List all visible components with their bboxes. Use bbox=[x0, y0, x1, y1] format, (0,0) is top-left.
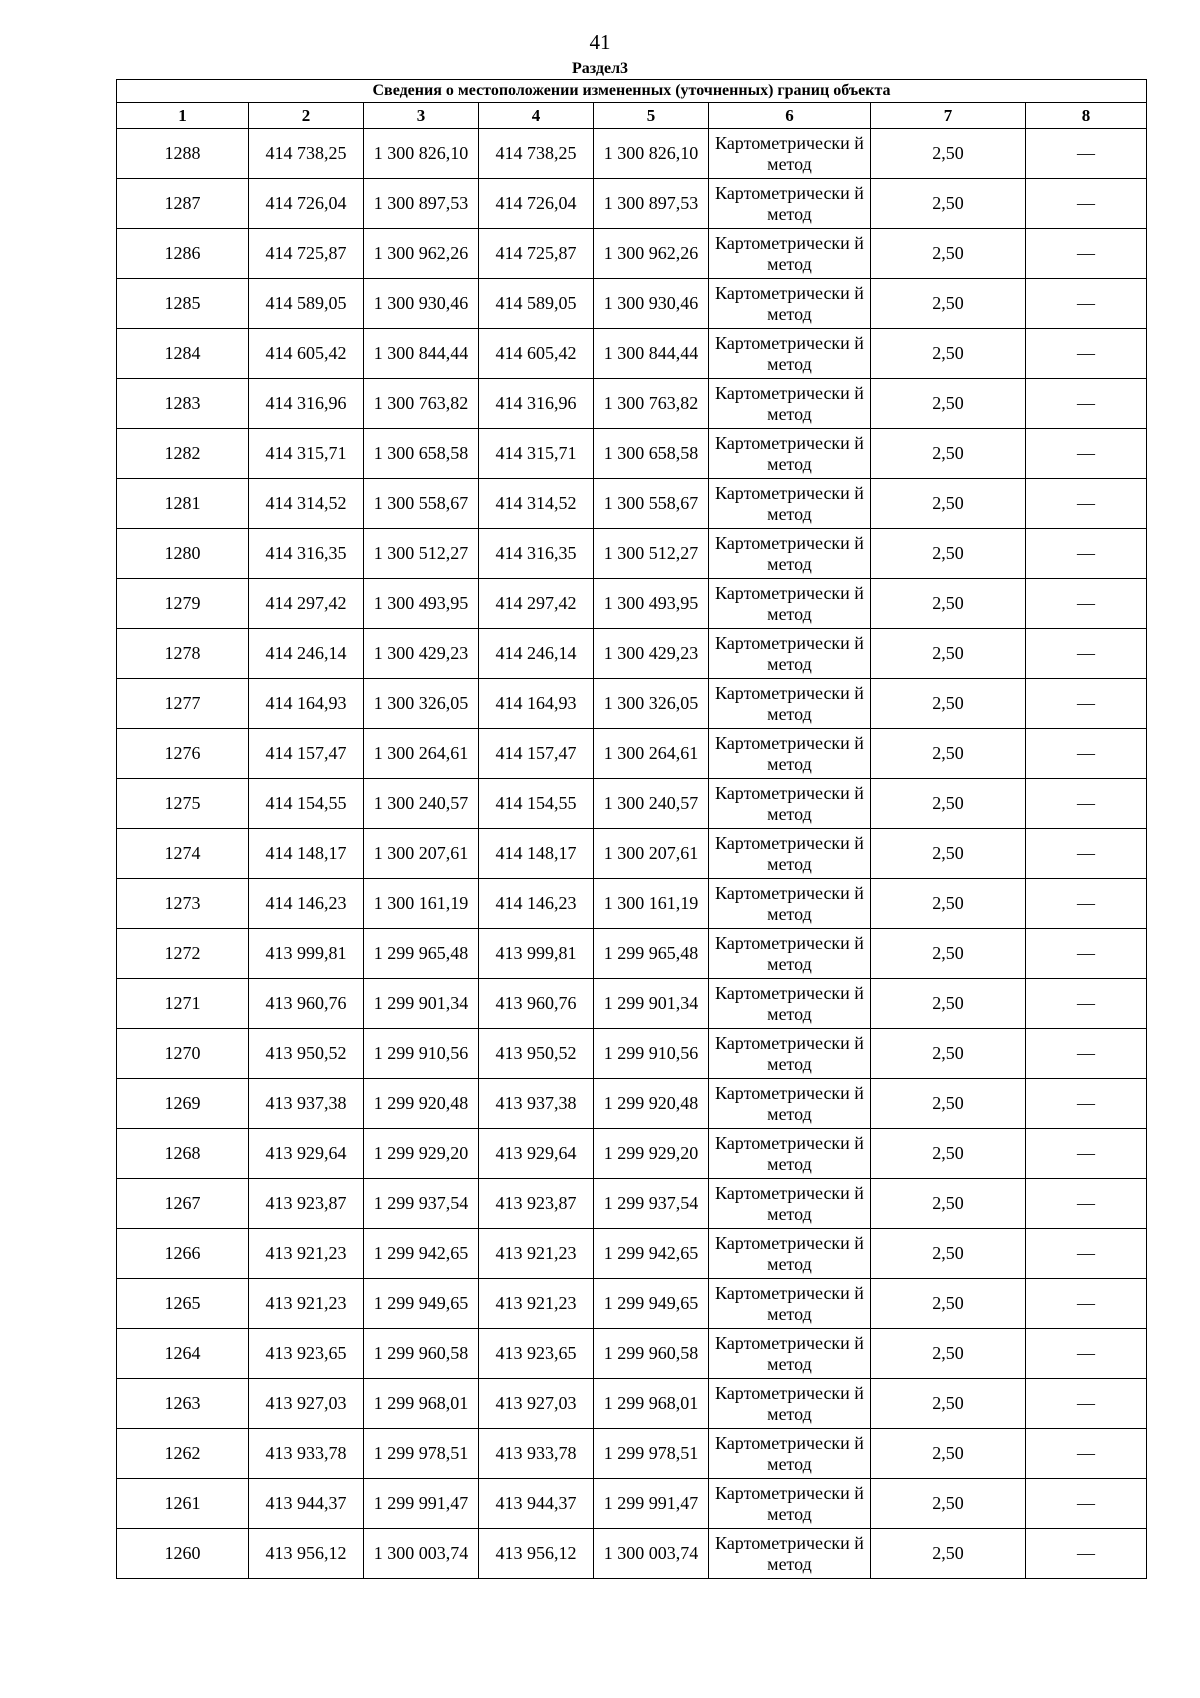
y-coordinate-cell: 1 300 003,74 bbox=[594, 1529, 709, 1579]
x-coordinate-cell: 413 937,38 bbox=[479, 1079, 594, 1129]
y-coordinate-cell: 1 299 929,20 bbox=[594, 1129, 709, 1179]
y-coordinate-cell: 1 300 826,10 bbox=[594, 129, 709, 179]
x-coordinate-cell: 413 937,38 bbox=[249, 1079, 364, 1129]
x-coordinate-cell: 414 314,52 bbox=[479, 479, 594, 529]
x-coordinate-cell: 414 316,96 bbox=[479, 379, 594, 429]
description-cell: — bbox=[1026, 779, 1147, 829]
table-row bbox=[117, 679, 1147, 729]
x-coordinate-cell: 413 921,23 bbox=[479, 1279, 594, 1329]
y-coordinate-cell: 1 300 962,26 bbox=[594, 229, 709, 279]
point-number-cell: 1268 bbox=[117, 1129, 249, 1179]
table-row bbox=[117, 1479, 1147, 1529]
table-row bbox=[117, 1429, 1147, 1479]
accuracy-cell: 2,50 bbox=[871, 229, 1026, 279]
x-coordinate-cell: 414 246,14 bbox=[249, 629, 364, 679]
x-coordinate-cell: 413 921,23 bbox=[479, 1229, 594, 1279]
point-number-cell: 1285 bbox=[117, 279, 249, 329]
description-cell: — bbox=[1026, 1479, 1147, 1529]
description-cell: — bbox=[1026, 279, 1147, 329]
y-coordinate-cell: 1 299 965,48 bbox=[594, 929, 709, 979]
x-coordinate-cell: 414 315,71 bbox=[479, 429, 594, 479]
description-cell: — bbox=[1026, 1329, 1147, 1379]
table-row bbox=[117, 779, 1147, 829]
y-coordinate-cell: 1 299 942,65 bbox=[364, 1229, 479, 1279]
point-number-cell: 1277 bbox=[117, 679, 249, 729]
x-coordinate-cell: 414 605,42 bbox=[249, 329, 364, 379]
description-cell: — bbox=[1026, 1179, 1147, 1229]
table-row bbox=[117, 629, 1147, 679]
point-number-cell: 1271 bbox=[117, 979, 249, 1029]
accuracy-cell: 2,50 bbox=[871, 1479, 1026, 1529]
x-coordinate-cell: 414 738,25 bbox=[249, 129, 364, 179]
y-coordinate-cell: 1 300 512,27 bbox=[364, 529, 479, 579]
description-cell: — bbox=[1026, 379, 1147, 429]
description-cell: — bbox=[1026, 429, 1147, 479]
boundary-coordinates-table bbox=[116, 79, 1147, 1579]
y-coordinate-cell: 1 299 949,65 bbox=[594, 1279, 709, 1329]
y-coordinate-cell: 1 300 930,46 bbox=[594, 279, 709, 329]
table-row bbox=[117, 179, 1147, 229]
point-number-cell: 1287 bbox=[117, 179, 249, 229]
y-coordinate-cell: 1 300 763,82 bbox=[594, 379, 709, 429]
point-number-cell: 1266 bbox=[117, 1229, 249, 1279]
point-number-cell: 1269 bbox=[117, 1079, 249, 1129]
table-row bbox=[117, 579, 1147, 629]
x-coordinate-cell: 413 923,65 bbox=[479, 1329, 594, 1379]
column-number-2: 2 bbox=[249, 103, 364, 129]
x-coordinate-cell: 414 726,04 bbox=[249, 179, 364, 229]
description-cell: — bbox=[1026, 1279, 1147, 1329]
accuracy-cell: 2,50 bbox=[871, 1079, 1026, 1129]
description-cell: — bbox=[1026, 829, 1147, 879]
y-coordinate-cell: 1 300 658,58 bbox=[594, 429, 709, 479]
accuracy-cell: 2,50 bbox=[871, 879, 1026, 929]
table-row bbox=[117, 1079, 1147, 1129]
description-cell: — bbox=[1026, 729, 1147, 779]
accuracy-cell: 2,50 bbox=[871, 1229, 1026, 1279]
y-coordinate-cell: 1 300 429,23 bbox=[364, 629, 479, 679]
x-coordinate-cell: 414 146,23 bbox=[479, 879, 594, 929]
y-coordinate-cell: 1 300 429,23 bbox=[594, 629, 709, 679]
y-coordinate-cell: 1 300 658,58 bbox=[364, 429, 479, 479]
y-coordinate-cell: 1 299 937,54 bbox=[364, 1179, 479, 1229]
table-row bbox=[117, 479, 1147, 529]
method-cell: Картометрически й метод bbox=[709, 829, 871, 879]
point-number-cell: 1280 bbox=[117, 529, 249, 579]
y-coordinate-cell: 1 300 003,74 bbox=[364, 1529, 479, 1579]
x-coordinate-cell: 414 154,55 bbox=[479, 779, 594, 829]
description-cell: — bbox=[1026, 329, 1147, 379]
y-coordinate-cell: 1 300 326,05 bbox=[594, 679, 709, 729]
point-number-cell: 1286 bbox=[117, 229, 249, 279]
accuracy-cell: 2,50 bbox=[871, 1029, 1026, 1079]
x-coordinate-cell: 414 605,42 bbox=[479, 329, 594, 379]
x-coordinate-cell: 413 950,52 bbox=[479, 1029, 594, 1079]
x-coordinate-cell: 413 927,03 bbox=[479, 1379, 594, 1429]
y-coordinate-cell: 1 300 207,61 bbox=[594, 829, 709, 879]
method-cell: Картометрически й метод bbox=[709, 879, 871, 929]
accuracy-cell: 2,50 bbox=[871, 929, 1026, 979]
x-coordinate-cell: 413 944,37 bbox=[249, 1479, 364, 1529]
point-number-cell: 1264 bbox=[117, 1329, 249, 1379]
point-number-cell: 1279 bbox=[117, 579, 249, 629]
point-number-cell: 1282 bbox=[117, 429, 249, 479]
x-coordinate-cell: 413 950,52 bbox=[249, 1029, 364, 1079]
y-coordinate-cell: 1 300 558,67 bbox=[594, 479, 709, 529]
description-cell: — bbox=[1026, 1379, 1147, 1429]
x-coordinate-cell: 413 999,81 bbox=[249, 929, 364, 979]
accuracy-cell: 2,50 bbox=[871, 179, 1026, 229]
table-row bbox=[117, 1279, 1147, 1329]
accuracy-cell: 2,50 bbox=[871, 829, 1026, 879]
x-coordinate-cell: 414 164,93 bbox=[479, 679, 594, 729]
method-cell: Картометрически й метод bbox=[709, 929, 871, 979]
point-number-cell: 1272 bbox=[117, 929, 249, 979]
accuracy-cell: 2,50 bbox=[871, 1529, 1026, 1579]
x-coordinate-cell: 413 923,87 bbox=[479, 1179, 594, 1229]
description-cell: — bbox=[1026, 979, 1147, 1029]
accuracy-cell: 2,50 bbox=[871, 529, 1026, 579]
x-coordinate-cell: 413 921,23 bbox=[249, 1229, 364, 1279]
y-coordinate-cell: 1 299 901,34 bbox=[594, 979, 709, 1029]
point-number-cell: 1261 bbox=[117, 1479, 249, 1529]
table-row bbox=[117, 1379, 1147, 1429]
table-row bbox=[117, 979, 1147, 1029]
y-coordinate-cell: 1 299 910,56 bbox=[364, 1029, 479, 1079]
method-cell: Картометрически й метод bbox=[709, 729, 871, 779]
accuracy-cell: 2,50 bbox=[871, 1129, 1026, 1179]
description-cell: — bbox=[1026, 179, 1147, 229]
accuracy-cell: 2,50 bbox=[871, 1179, 1026, 1229]
y-coordinate-cell: 1 300 207,61 bbox=[364, 829, 479, 879]
description-cell: — bbox=[1026, 1529, 1147, 1579]
table-row bbox=[117, 929, 1147, 979]
point-number-cell: 1275 bbox=[117, 779, 249, 829]
accuracy-cell: 2,50 bbox=[871, 629, 1026, 679]
x-coordinate-cell: 413 956,12 bbox=[249, 1529, 364, 1579]
y-coordinate-cell: 1 299 937,54 bbox=[594, 1179, 709, 1229]
description-cell: — bbox=[1026, 1429, 1147, 1479]
method-cell: Картометрически й метод bbox=[709, 1329, 871, 1379]
method-cell: Картометрически й метод bbox=[709, 779, 871, 829]
x-coordinate-cell: 413 960,76 bbox=[479, 979, 594, 1029]
description-cell: — bbox=[1026, 879, 1147, 929]
point-number-cell: 1267 bbox=[117, 1179, 249, 1229]
accuracy-cell: 2,50 bbox=[871, 679, 1026, 729]
description-cell: — bbox=[1026, 529, 1147, 579]
y-coordinate-cell: 1 299 978,51 bbox=[594, 1429, 709, 1479]
table-row bbox=[117, 879, 1147, 929]
table-title-row bbox=[117, 80, 1147, 103]
x-coordinate-cell: 414 725,87 bbox=[249, 229, 364, 279]
y-coordinate-cell: 1 299 991,47 bbox=[364, 1479, 479, 1529]
column-number-row bbox=[117, 103, 1147, 129]
accuracy-cell: 2,50 bbox=[871, 1429, 1026, 1479]
method-cell: Картометрически й метод bbox=[709, 179, 871, 229]
y-coordinate-cell: 1 299 968,01 bbox=[594, 1379, 709, 1429]
x-coordinate-cell: 413 929,64 bbox=[249, 1129, 364, 1179]
accuracy-cell: 2,50 bbox=[871, 1379, 1026, 1429]
point-number-cell: 1262 bbox=[117, 1429, 249, 1479]
method-cell: Картометрически й метод bbox=[709, 429, 871, 479]
table-row bbox=[117, 1229, 1147, 1279]
x-coordinate-cell: 413 999,81 bbox=[479, 929, 594, 979]
x-coordinate-cell: 414 146,23 bbox=[249, 879, 364, 929]
page-number: 41 bbox=[589, 30, 611, 54]
y-coordinate-cell: 1 299 910,56 bbox=[594, 1029, 709, 1079]
description-cell: — bbox=[1026, 229, 1147, 279]
x-coordinate-cell: 414 157,47 bbox=[479, 729, 594, 779]
method-cell: Картометрически й метод bbox=[709, 1379, 871, 1429]
method-cell: Картометрически й метод bbox=[709, 1179, 871, 1229]
x-coordinate-cell: 413 944,37 bbox=[479, 1479, 594, 1529]
method-cell: Картометрически й метод bbox=[709, 1479, 871, 1529]
column-number-5: 5 bbox=[594, 103, 709, 129]
section-label: Раздел3 bbox=[571, 60, 629, 77]
method-cell: Картометрически й метод bbox=[709, 1279, 871, 1329]
x-coordinate-cell: 414 738,25 bbox=[479, 129, 594, 179]
y-coordinate-cell: 1 300 844,44 bbox=[364, 329, 479, 379]
x-coordinate-cell: 414 316,96 bbox=[249, 379, 364, 429]
x-coordinate-cell: 413 929,64 bbox=[479, 1129, 594, 1179]
x-coordinate-cell: 414 246,14 bbox=[479, 629, 594, 679]
accuracy-cell: 2,50 bbox=[871, 1279, 1026, 1329]
x-coordinate-cell: 414 315,71 bbox=[249, 429, 364, 479]
accuracy-cell: 2,50 bbox=[871, 429, 1026, 479]
table-row bbox=[117, 1529, 1147, 1579]
point-number-cell: 1260 bbox=[117, 1529, 249, 1579]
x-coordinate-cell: 413 921,23 bbox=[249, 1279, 364, 1329]
accuracy-cell: 2,50 bbox=[871, 129, 1026, 179]
x-coordinate-cell: 414 726,04 bbox=[479, 179, 594, 229]
table-title: Сведения о местоположении измененных (уточненных) границ объекта bbox=[117, 80, 1147, 103]
y-coordinate-cell: 1 299 960,58 bbox=[594, 1329, 709, 1379]
table-row bbox=[117, 429, 1147, 479]
x-coordinate-cell: 413 933,78 bbox=[479, 1429, 594, 1479]
description-cell: — bbox=[1026, 1079, 1147, 1129]
method-cell: Картометрически й метод bbox=[709, 479, 871, 529]
x-coordinate-cell: 414 314,52 bbox=[249, 479, 364, 529]
point-number-cell: 1274 bbox=[117, 829, 249, 879]
point-number-cell: 1273 bbox=[117, 879, 249, 929]
x-coordinate-cell: 414 316,35 bbox=[249, 529, 364, 579]
method-cell: Картометрически й метод bbox=[709, 1079, 871, 1129]
y-coordinate-cell: 1 300 826,10 bbox=[364, 129, 479, 179]
table-row bbox=[117, 1029, 1147, 1079]
column-number-4: 4 bbox=[479, 103, 594, 129]
method-cell: Картометрически й метод bbox=[709, 1429, 871, 1479]
x-coordinate-cell: 414 148,17 bbox=[479, 829, 594, 879]
method-cell: Картометрически й метод bbox=[709, 1229, 871, 1279]
y-coordinate-cell: 1 299 968,01 bbox=[364, 1379, 479, 1429]
description-cell: — bbox=[1026, 129, 1147, 179]
y-coordinate-cell: 1 300 962,26 bbox=[364, 229, 479, 279]
x-coordinate-cell: 414 725,87 bbox=[479, 229, 594, 279]
x-coordinate-cell: 413 956,12 bbox=[479, 1529, 594, 1579]
table-row bbox=[117, 729, 1147, 779]
method-cell: Картометрически й метод bbox=[709, 129, 871, 179]
description-cell: — bbox=[1026, 1029, 1147, 1079]
table-row bbox=[117, 279, 1147, 329]
x-coordinate-cell: 414 154,55 bbox=[249, 779, 364, 829]
description-cell: — bbox=[1026, 629, 1147, 679]
y-coordinate-cell: 1 300 897,53 bbox=[364, 179, 479, 229]
x-coordinate-cell: 413 933,78 bbox=[249, 1429, 364, 1479]
table-row bbox=[117, 229, 1147, 279]
x-coordinate-cell: 414 589,05 bbox=[249, 279, 364, 329]
point-number-cell: 1270 bbox=[117, 1029, 249, 1079]
point-number-cell: 1283 bbox=[117, 379, 249, 429]
x-coordinate-cell: 414 316,35 bbox=[479, 529, 594, 579]
method-cell: Картометрически й метод bbox=[709, 579, 871, 629]
x-coordinate-cell: 414 148,17 bbox=[249, 829, 364, 879]
x-coordinate-cell: 413 960,76 bbox=[249, 979, 364, 1029]
table-row bbox=[117, 329, 1147, 379]
accuracy-cell: 2,50 bbox=[871, 979, 1026, 1029]
y-coordinate-cell: 1 300 493,95 bbox=[364, 579, 479, 629]
accuracy-cell: 2,50 bbox=[871, 729, 1026, 779]
y-coordinate-cell: 1 300 558,67 bbox=[364, 479, 479, 529]
x-coordinate-cell: 414 157,47 bbox=[249, 729, 364, 779]
y-coordinate-cell: 1 300 493,95 bbox=[594, 579, 709, 629]
accuracy-cell: 2,50 bbox=[871, 779, 1026, 829]
accuracy-cell: 2,50 bbox=[871, 379, 1026, 429]
method-cell: Картометрически й метод bbox=[709, 529, 871, 579]
y-coordinate-cell: 1 299 920,48 bbox=[594, 1079, 709, 1129]
point-number-cell: 1265 bbox=[117, 1279, 249, 1329]
table-row bbox=[117, 379, 1147, 429]
point-number-cell: 1278 bbox=[117, 629, 249, 679]
y-coordinate-cell: 1 299 901,34 bbox=[364, 979, 479, 1029]
y-coordinate-cell: 1 300 264,61 bbox=[594, 729, 709, 779]
description-cell: — bbox=[1026, 1129, 1147, 1179]
point-number-cell: 1288 bbox=[117, 129, 249, 179]
y-coordinate-cell: 1 300 763,82 bbox=[364, 379, 479, 429]
y-coordinate-cell: 1 299 929,20 bbox=[364, 1129, 479, 1179]
y-coordinate-cell: 1 300 930,46 bbox=[364, 279, 479, 329]
point-number-cell: 1276 bbox=[117, 729, 249, 779]
table-row bbox=[117, 129, 1147, 179]
table-row bbox=[117, 1329, 1147, 1379]
x-coordinate-cell: 413 923,87 bbox=[249, 1179, 364, 1229]
method-cell: Картометрически й метод bbox=[709, 229, 871, 279]
table-row bbox=[117, 1179, 1147, 1229]
method-cell: Картометрически й метод bbox=[709, 379, 871, 429]
y-coordinate-cell: 1 300 264,61 bbox=[364, 729, 479, 779]
x-coordinate-cell: 414 589,05 bbox=[479, 279, 594, 329]
method-cell: Картометрически й метод bbox=[709, 679, 871, 729]
accuracy-cell: 2,50 bbox=[871, 329, 1026, 379]
y-coordinate-cell: 1 300 161,19 bbox=[594, 879, 709, 929]
point-number-cell: 1281 bbox=[117, 479, 249, 529]
method-cell: Картометрически й метод bbox=[709, 979, 871, 1029]
accuracy-cell: 2,50 bbox=[871, 1329, 1026, 1379]
y-coordinate-cell: 1 299 991,47 bbox=[594, 1479, 709, 1529]
description-cell: — bbox=[1026, 579, 1147, 629]
x-coordinate-cell: 413 923,65 bbox=[249, 1329, 364, 1379]
y-coordinate-cell: 1 300 844,44 bbox=[594, 329, 709, 379]
column-number-1: 1 bbox=[117, 103, 249, 129]
table-row bbox=[117, 529, 1147, 579]
column-number-6: 6 bbox=[709, 103, 871, 129]
y-coordinate-cell: 1 300 161,19 bbox=[364, 879, 479, 929]
x-coordinate-cell: 414 297,42 bbox=[249, 579, 364, 629]
y-coordinate-cell: 1 300 240,57 bbox=[594, 779, 709, 829]
y-coordinate-cell: 1 299 942,65 bbox=[594, 1229, 709, 1279]
y-coordinate-cell: 1 299 960,58 bbox=[364, 1329, 479, 1379]
method-cell: Картометрически й метод bbox=[709, 279, 871, 329]
description-cell: — bbox=[1026, 929, 1147, 979]
method-cell: Картометрически й метод bbox=[709, 1129, 871, 1179]
y-coordinate-cell: 1 300 512,27 bbox=[594, 529, 709, 579]
y-coordinate-cell: 1 300 326,05 bbox=[364, 679, 479, 729]
column-number-3: 3 bbox=[364, 103, 479, 129]
y-coordinate-cell: 1 300 240,57 bbox=[364, 779, 479, 829]
y-coordinate-cell: 1 299 965,48 bbox=[364, 929, 479, 979]
method-cell: Картометрически й метод bbox=[709, 329, 871, 379]
y-coordinate-cell: 1 299 949,65 bbox=[364, 1279, 479, 1329]
x-coordinate-cell: 414 164,93 bbox=[249, 679, 364, 729]
column-number-7: 7 bbox=[871, 103, 1026, 129]
y-coordinate-cell: 1 299 978,51 bbox=[364, 1429, 479, 1479]
method-cell: Картометрически й метод bbox=[709, 629, 871, 679]
description-cell: — bbox=[1026, 679, 1147, 729]
point-number-cell: 1284 bbox=[117, 329, 249, 379]
x-coordinate-cell: 413 927,03 bbox=[249, 1379, 364, 1429]
y-coordinate-cell: 1 299 920,48 bbox=[364, 1079, 479, 1129]
method-cell: Картометрически й метод bbox=[709, 1529, 871, 1579]
x-coordinate-cell: 414 297,42 bbox=[479, 579, 594, 629]
accuracy-cell: 2,50 bbox=[871, 579, 1026, 629]
column-number-8: 8 bbox=[1026, 103, 1147, 129]
accuracy-cell: 2,50 bbox=[871, 279, 1026, 329]
table-row bbox=[117, 829, 1147, 879]
y-coordinate-cell: 1 300 897,53 bbox=[594, 179, 709, 229]
description-cell: — bbox=[1026, 479, 1147, 529]
method-cell: Картометрически й метод bbox=[709, 1029, 871, 1079]
description-cell: — bbox=[1026, 1229, 1147, 1279]
accuracy-cell: 2,50 bbox=[871, 479, 1026, 529]
point-number-cell: 1263 bbox=[117, 1379, 249, 1429]
table-row bbox=[117, 1129, 1147, 1179]
